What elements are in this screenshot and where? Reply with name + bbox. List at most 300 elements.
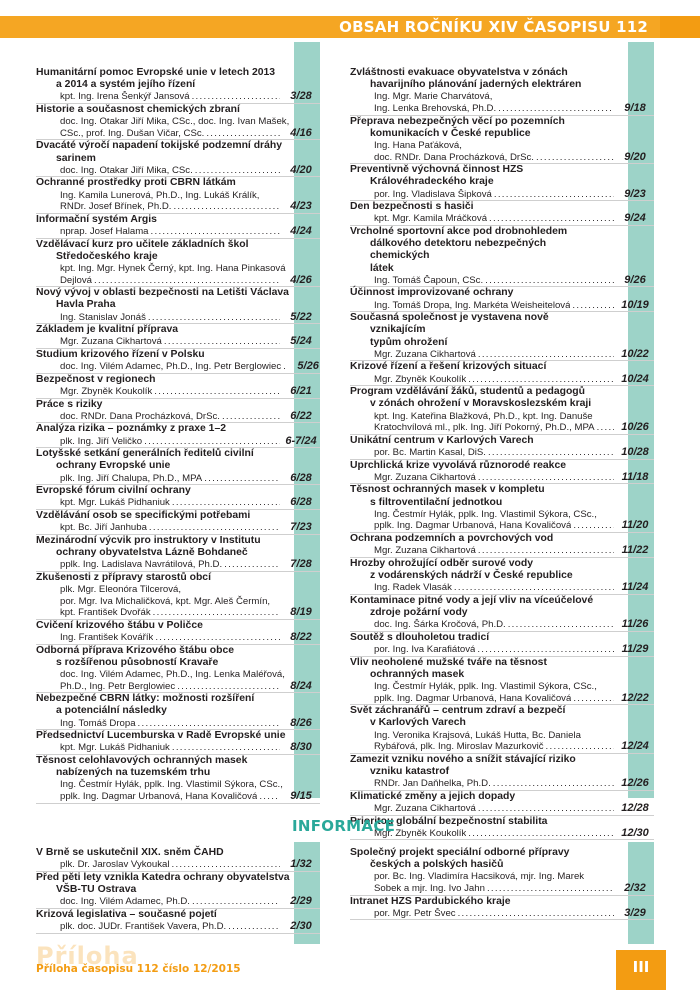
toc-entry — [36, 620, 320, 645]
entry-title: Program vzdělávání žáků, studentů a pedagogů — [350, 386, 585, 398]
entry-author-line — [36, 718, 320, 730]
entry-author: por. Bc. Ing. Vladimíra Hacsiková, mjr. Ing. Marek — [374, 871, 585, 883]
page-reference: 10/24 — [621, 372, 649, 385]
dot-leader — [153, 607, 280, 619]
page-reference: 10/19 — [621, 298, 649, 311]
entry-title: z vodárenských nádrží v České republice — [370, 569, 573, 581]
entry-author: plk. Ing. Jiří Chalupa, Ph.D., MPA — [60, 472, 203, 484]
page-reference: 11/24 — [621, 581, 649, 594]
entry-title: typům ohrožení — [370, 336, 448, 348]
entry-title: Nebezpečné CBRN látky: možnosti rozšíření — [36, 693, 255, 705]
toc-entry — [36, 349, 320, 374]
toc-entry — [350, 754, 654, 791]
dot-leader — [138, 718, 280, 730]
entry-author: Ing. Stanislav Jonáš — [60, 311, 146, 323]
entry-author: doc. RNDr. Dana Procházková, DrSc. — [374, 151, 534, 163]
dot-leader — [172, 742, 280, 754]
dot-leader — [454, 582, 614, 594]
dot-leader — [259, 791, 280, 803]
page-reference: 8/24 — [290, 679, 312, 692]
entry-author: Mgr. Zuzana Cikhartová — [60, 336, 162, 348]
entry-author-line — [350, 374, 654, 386]
dot-leader — [597, 422, 614, 434]
dot-leader — [228, 921, 280, 933]
page-reference: 10/26 — [621, 421, 649, 434]
entry-author: Ing. Mgr. Marie Charvátová, — [374, 91, 493, 103]
dot-leader — [478, 349, 614, 361]
entry-author: Ing. Tomáš Dropa — [60, 717, 136, 729]
toc-entry — [350, 201, 654, 226]
entry-author-line — [350, 582, 654, 594]
entry-title: Předsednictví Lucemburska v Radě Evropské unie — [36, 730, 286, 742]
entry-author-line — [36, 522, 320, 534]
entry-title: látek — [370, 262, 394, 274]
toc-entry — [350, 847, 654, 896]
toc-entry — [36, 214, 320, 239]
entry-author-line — [350, 883, 654, 895]
entry-author: Ing. Veronika Krajsová, Lukáš Hutta, Bc. Daniela — [374, 729, 581, 741]
page-reference: 2/32 — [624, 882, 646, 894]
entry-author-line — [350, 741, 654, 753]
toc-entry — [350, 558, 654, 595]
entry-author: kpt. Bc. Jiří Janhuba — [60, 522, 147, 534]
page-reference: 8/30 — [290, 741, 312, 754]
entry-title: Preventivně výchovná činnost HZS — [350, 164, 524, 176]
dot-leader — [494, 189, 614, 201]
page-reference: 4/16 — [290, 126, 312, 139]
toc-entry — [36, 67, 320, 104]
entry-author: kpt. Ing. Mgr. Hynek Černý, kpt. Ing. Hana Pinkasová — [60, 262, 286, 274]
page-reference: 8/22 — [290, 630, 312, 643]
entry-author-line — [350, 908, 654, 920]
entry-author-line — [36, 361, 320, 373]
entry-author-line — [36, 681, 320, 693]
entry-author: Mgr. Zbyněk Koukolík — [374, 373, 467, 385]
entry-author-line — [350, 152, 654, 164]
dot-leader — [172, 497, 280, 509]
entry-title: Zamezit vzniku nového a snížit stávající riziko — [350, 753, 576, 765]
entry-title: nabízených na tuzemském trhu — [56, 767, 211, 779]
entry-title: Odborná příprava Krizového štábu obce — [36, 644, 235, 656]
entry-title: Unikátní centrum v Karlových Varech — [350, 434, 534, 446]
entry-author-line — [36, 386, 320, 398]
entry-author-line — [350, 213, 654, 225]
entry-author: por. Bc. Martin Kasal, DiS. — [374, 446, 486, 458]
toc-entry — [36, 104, 320, 140]
entry-title: Přeprava nebezpečných věcí po pozemních — [350, 115, 565, 127]
dot-leader — [493, 778, 614, 790]
entry-author: Ing. Čestmír Hylák, pplk. Ing. Vlastimil Sýkora, CSc., — [60, 779, 283, 791]
entry-author: kpt. Ing. Kateřina Blažková, Ph.D., kpt. Ing. Danuše — [374, 410, 593, 422]
section-title-informace: INFORMACE — [292, 817, 396, 835]
entry-author: pplk. Ing. Dagmar Urbanová, Hana Kovaličová — [374, 692, 572, 704]
entry-author: Mgr. Zuzana Cikhartová — [374, 545, 476, 557]
entry-author: por. Mgr. Petr Švec — [374, 907, 456, 919]
page-reference: 1/32 — [290, 858, 312, 871]
toc-entry — [350, 632, 654, 657]
entry-title: ochrany obyvatelstva Lázně Bohdaneč — [56, 546, 248, 558]
entry-author: kpt. Ing. Irena Šenkýř Jansová — [60, 91, 190, 103]
toc-entry — [36, 140, 320, 177]
entry-title: Ochrana podzemních a povrchových vod — [350, 532, 554, 544]
entry-title: havarijního plánování jaderných elektráren — [370, 79, 582, 91]
entry-author: Ing. František Kovářík — [60, 631, 154, 643]
entry-title: Vliv neoholené mužské tváře na těsnost — [350, 656, 547, 668]
entry-author-line — [36, 128, 320, 140]
contents-column-left — [36, 67, 320, 804]
page-reference: 10/22 — [621, 347, 649, 360]
entry-author: Ing. Tomáš Dropa, Ing. Markéta Weisheitelová — [374, 299, 571, 311]
entry-title: Ochranné prostředky proti CBRN látkám — [36, 177, 236, 189]
dot-leader — [546, 741, 614, 753]
entry-title: Základem je kvalitní příprava — [36, 324, 179, 336]
toc-entry — [36, 755, 320, 804]
entry-author-line — [36, 473, 320, 485]
toc-entry — [36, 399, 320, 424]
dot-leader — [151, 226, 280, 238]
page-reference: 6/28 — [290, 471, 312, 484]
page-reference: 4/20 — [290, 163, 312, 176]
entry-author: Ing. Kamila Lunerová, Ph.D., Ing. Lukáš Králík, — [60, 189, 260, 201]
entry-author-line — [350, 520, 654, 532]
toc-entry — [36, 572, 320, 620]
entry-author: RNDr. Josef Břínek, Ph.D. — [60, 201, 172, 213]
entry-title: vzniku katastrof — [370, 765, 450, 777]
entry-title: s filtroventilační jednotkou — [370, 496, 503, 508]
page-reference: 11/18 — [621, 470, 649, 483]
entry-author: kpt. Mgr. Kamila Mráčková — [374, 213, 488, 225]
entry-title: Společný projekt speciální odborné přípravy — [350, 847, 570, 858]
page-reference: 6-7/24 — [285, 434, 317, 447]
toc-entry — [350, 816, 654, 841]
dot-leader — [177, 681, 280, 693]
footer-watermark: Příloha — [36, 942, 139, 970]
dot-leader — [192, 91, 280, 103]
entry-author-line — [350, 693, 654, 705]
dot-leader — [222, 411, 280, 423]
dot-leader — [164, 336, 280, 348]
dot-leader — [536, 152, 614, 164]
page-reference: 3/28 — [290, 90, 312, 103]
toc-entry — [36, 510, 320, 535]
dot-leader — [487, 883, 614, 895]
dot-leader — [144, 436, 280, 448]
toc-entry — [350, 705, 654, 754]
entry-title: Analýza rizika – poznámky z praxe 1–2 — [36, 423, 227, 435]
entry-title: českých a polských hasičů — [370, 859, 504, 871]
entry-author: Kratochvílová ml., plk. Ing. Jiří Pokorný, Ph.D., MPA — [374, 422, 595, 434]
page-reference: 5/24 — [290, 335, 312, 348]
dot-leader — [478, 472, 614, 484]
page-reference: 9/18 — [624, 102, 646, 114]
toc-entry — [350, 896, 654, 921]
entry-title: sarinem — [56, 152, 96, 164]
entry-author: pplk. Ing. Ladislava Navrátilová, Ph.D. — [60, 559, 223, 571]
dot-leader — [488, 447, 614, 459]
dot-leader — [508, 619, 614, 631]
entry-title: Účinnost improvizované ochrany — [350, 287, 514, 299]
entry-title: v Karlových Varech — [370, 717, 466, 729]
dot-leader — [477, 644, 614, 656]
informace-column-right — [350, 847, 654, 920]
entry-author: por. Ing. Iva Karafiátová — [374, 643, 476, 655]
toc-entry — [36, 730, 320, 755]
toc-entry — [350, 226, 654, 287]
page-reference: 4/24 — [290, 224, 312, 237]
entry-author: Mgr. Zbyněk Koukolík — [60, 385, 153, 397]
toc-entry — [350, 361, 654, 386]
entry-title: Klimatické změny a jejich dopady — [350, 790, 516, 802]
entry-title: Dvacáté výročí napadení tokijské podzemní dráhy — [36, 140, 282, 152]
toc-entry — [350, 287, 654, 312]
entry-author-line — [350, 472, 654, 484]
page-reference: 9/15 — [290, 789, 312, 802]
toc-entry — [350, 312, 654, 361]
dot-leader — [468, 374, 614, 386]
entry-author-line — [36, 336, 320, 348]
dot-leader — [478, 545, 614, 557]
page-reference: 2/30 — [290, 920, 312, 932]
dot-leader — [224, 559, 280, 571]
toc-entry — [36, 423, 320, 448]
entry-title: Uprchlická krize vyvolává různorodé reakce — [350, 459, 567, 471]
entry-author-line — [36, 632, 320, 644]
page-reference: 6/21 — [290, 384, 312, 397]
entry-author: nprap. Josef Halama — [60, 225, 149, 237]
entry-title: Vzdělávací kurz pro učitele základních škol — [36, 238, 249, 250]
toc-entry — [350, 116, 654, 165]
toc-entry — [350, 484, 654, 533]
dot-leader — [155, 632, 280, 644]
toc-entry — [350, 67, 654, 116]
entry-title: zdroje požární vody — [370, 606, 468, 618]
page-reference: 11/20 — [621, 519, 649, 532]
entry-title: Svět záchranářů – centrum zdraví a bezpečí — [350, 705, 566, 717]
entry-author-line — [350, 447, 654, 459]
entry-title: Krizové řízení a řešení krizových situací — [350, 361, 547, 373]
toc-entry — [36, 324, 320, 349]
entry-author: kpt. Mgr. Lukáš Pidhaniuk — [60, 497, 170, 509]
entry-author-line — [36, 791, 320, 803]
entry-author: Rybářová, plk. Ing. Miroslav Mazurkovič — [374, 741, 544, 753]
page-reference: 4/26 — [290, 273, 312, 286]
dot-leader — [173, 201, 280, 213]
entry-title: komunikacích v České republice — [370, 127, 531, 139]
toc-entry — [36, 485, 320, 510]
entry-author: Ing. Radek Vlasák — [374, 582, 452, 594]
entry-author-line — [36, 411, 320, 423]
entry-author-line — [36, 275, 320, 287]
entry-title: Cvičení krizového štábu v Poličce — [36, 619, 203, 631]
entry-author: doc. RNDr. Dana Procházková, DrSc. — [60, 410, 220, 422]
toc-entry — [36, 693, 320, 730]
dot-leader — [283, 361, 287, 373]
page-reference: 2/29 — [290, 895, 312, 908]
entry-author-line — [350, 545, 654, 557]
dot-leader — [204, 473, 280, 485]
entry-title: Prioritou globální bezpečnostní stabilita — [350, 815, 548, 827]
toc-entry — [350, 435, 654, 460]
toc-entry — [36, 847, 320, 872]
toc-entry — [36, 535, 320, 572]
entry-title: Lotyšské setkání generálních ředitelů civilní — [36, 448, 254, 460]
entry-title: Den bezpečnosti s hasiči — [350, 201, 474, 213]
entry-title: Před pěti lety vznikla Katedra ochrany obyvatelstva — [36, 871, 290, 883]
page-reference: 11/29 — [621, 642, 649, 655]
entry-title: Historie a současnost chemických zbraní — [36, 104, 240, 115]
page-number-tab — [616, 950, 666, 990]
page-number: III — [632, 958, 650, 976]
entry-title: dálkového detektoru nebezpečných chemických — [370, 238, 547, 262]
entry-author-line — [350, 828, 654, 840]
page-reference: 6/28 — [290, 496, 312, 509]
page-reference: 12/30 — [621, 826, 649, 839]
entry-author-line — [36, 165, 320, 177]
dot-leader — [149, 522, 280, 534]
page-reference: 8/26 — [290, 716, 312, 729]
page-reference: 9/23 — [624, 187, 646, 200]
entry-title: Těsnost celohlavových ochranných masek — [36, 754, 248, 766]
page-reference: 12/22 — [621, 691, 649, 704]
entry-author-line — [350, 803, 654, 815]
footer-publication: Příloha časopisu 112 číslo 12/2015 — [36, 963, 241, 975]
entry-author-line — [36, 859, 320, 871]
dot-leader — [573, 520, 614, 532]
dot-leader — [148, 312, 280, 324]
entry-title: Informační systém Argis — [36, 213, 157, 225]
entry-author: doc. Ing. Šárka Kročová, Ph.D. — [374, 619, 506, 631]
entry-title: Současná společnost je vystavena nově vznikajícím — [350, 312, 549, 336]
entry-title: ochranných masek — [370, 668, 465, 680]
dot-leader — [573, 693, 614, 705]
entry-title: a 2014 a systém jejího řízení — [56, 79, 196, 91]
entry-author: por. Mgr. Iva Michaličková, kpt. Mgr. Aleš Čermín, — [60, 595, 271, 607]
entry-title: Studium krizového řízení v Polsku — [36, 348, 205, 360]
dot-leader — [206, 128, 280, 140]
page-reference: 12/28 — [621, 801, 649, 814]
informace-column-left — [36, 847, 320, 934]
entry-author-line — [36, 921, 320, 933]
entry-title: s rozšířenou působností Kravaře — [56, 656, 219, 668]
toc-entry — [350, 164, 654, 201]
header-edge-block — [660, 16, 700, 38]
entry-author: Ph.D., Ing. Petr Berglowiec — [60, 680, 176, 692]
entry-author: pplk. Ing. Dagmar Urbanová, Hana Kovaličová — [60, 790, 258, 802]
entry-author: pplk. Ing. Dagmar Urbanová, Hana Kovaličová — [374, 520, 572, 532]
toc-entry — [36, 909, 320, 934]
entry-author-line — [36, 497, 320, 509]
entry-author-line — [350, 275, 654, 287]
entry-author-line — [36, 896, 320, 908]
toc-entry — [36, 374, 320, 399]
entry-author: doc. Ing. Vilém Adamec, Ph.D. — [60, 896, 190, 908]
page-reference: 9/20 — [624, 150, 646, 163]
dot-leader — [468, 828, 614, 840]
entry-author: doc. Ing. Otakar Jiří Mika, CSc., doc. Ing. Ivan Mašek, — [60, 116, 290, 128]
entry-author: doc. Ing. Vilém Adamec, Ph.D., Ing. Petr Berglowiec — [60, 361, 282, 373]
entry-author: Sobek a mjr. Ing. Ivo Jahn — [374, 883, 485, 894]
dot-leader — [489, 213, 614, 225]
entry-author: Dejlová — [60, 274, 92, 286]
page-reference: 7/23 — [290, 521, 312, 534]
entry-author: plk. Dr. Jaroslav Vykoukal — [60, 859, 170, 871]
dot-leader — [195, 165, 280, 177]
entry-author: Ing. Čestmír Hylák, pplk. Ing. Vlastimil Sýkora, CSc., — [374, 680, 597, 692]
toc-entry — [350, 386, 654, 435]
entry-title: Nový vývoj v oblasti bezpečnosti na Letišti Václava — [36, 287, 289, 299]
entry-author: doc. Ing. Vilém Adamec, Ph.D., Ing. Lenka Maléřová, — [60, 668, 285, 680]
dot-leader — [94, 275, 280, 287]
entry-author-line — [350, 349, 654, 361]
page-reference: 5/22 — [290, 310, 312, 323]
entry-title: Hrozby ohrožující odběr surové vody — [350, 557, 534, 569]
entry-title: Bezpečnost v regionech — [36, 373, 156, 385]
toc-entry — [36, 177, 320, 213]
page-reference: 10/28 — [621, 445, 649, 458]
entry-author-line — [36, 226, 320, 238]
entry-author: Mgr. Zuzana Cikhartová — [374, 348, 476, 360]
dot-leader — [478, 803, 614, 815]
entry-title: Evropské fórum civilní ochrany — [36, 485, 191, 497]
entry-title: VŠB-TU Ostrava — [56, 884, 137, 895]
entry-title: Havla Praha — [56, 299, 116, 311]
entry-author-line — [36, 607, 320, 619]
entry-title: Mezinárodní výcvik pro instruktory v Institutu — [36, 534, 261, 546]
dot-leader — [458, 908, 614, 920]
toc-entry — [350, 533, 654, 558]
entry-title: Zvláštnosti evakuace obyvatelstva v zónách — [350, 67, 568, 78]
entry-author: plk. Mgr. Eleonóra Tilcerová, — [60, 583, 182, 595]
entry-author: kpt. Mgr. Lukáš Pidhaniuk — [60, 742, 170, 754]
entry-title: Soutěž s dlouholetou tradicí — [350, 631, 490, 643]
dot-leader — [498, 103, 614, 115]
entry-title: Kontaminace pitné vody a její vliv na víceúčelové — [350, 594, 594, 606]
toc-entry — [350, 595, 654, 632]
entry-author-line — [36, 201, 320, 213]
entry-title: Královéhradeckého kraje — [370, 176, 494, 188]
entry-title: Humanitární pomoc Evropské unie v letech 2013 — [36, 67, 276, 78]
entry-title: Krizová legislativa – současné pojetí — [36, 908, 217, 920]
entry-author: kpt. František Dvořák — [60, 607, 151, 619]
entry-author-line — [36, 742, 320, 754]
entry-title: Vzdělávání osob se specifickými potřebami — [36, 509, 251, 521]
entry-author: CSc., prof. Ing. Dušan Vičar, CSc. — [60, 127, 205, 139]
entry-author-line — [350, 103, 654, 115]
entry-author-line — [350, 189, 654, 201]
contents-column-right — [350, 67, 654, 840]
dot-leader — [171, 859, 280, 871]
entry-author-line — [350, 778, 654, 790]
page-header-title: OBSAH ROČNÍKU XIV ČASOPISU 112 — [339, 18, 648, 36]
entry-author: por. Ing. Vladislava Šipková — [374, 188, 492, 200]
page-reference: 8/19 — [290, 606, 312, 619]
page-reference: 7/28 — [290, 558, 312, 571]
entry-author: Ing. Tomáš Čapoun, CSc. — [374, 274, 484, 286]
page-reference: 9/26 — [624, 273, 646, 286]
dot-leader — [572, 300, 614, 312]
entry-title: v zónách ohrožení v Moravskoslezském kraji — [370, 398, 592, 410]
toc-entry — [36, 872, 320, 909]
header-band — [0, 16, 700, 38]
entry-title: V Brně se uskutečnil XIX. sněm ČAHD — [36, 847, 224, 858]
entry-title: Vrcholné sportovní akce pod drobnohledem — [350, 225, 568, 237]
entry-author: doc. Ing. Otakar Jiří Mika, CSc. — [60, 164, 193, 176]
entry-author: plk. doc. JUDr. František Vavera, Ph.D. — [60, 921, 227, 932]
entry-author-line — [36, 559, 320, 571]
toc-entry — [36, 448, 320, 485]
entry-author: Mgr. Zuzana Cikhartová — [374, 471, 476, 483]
dot-leader — [154, 386, 280, 398]
